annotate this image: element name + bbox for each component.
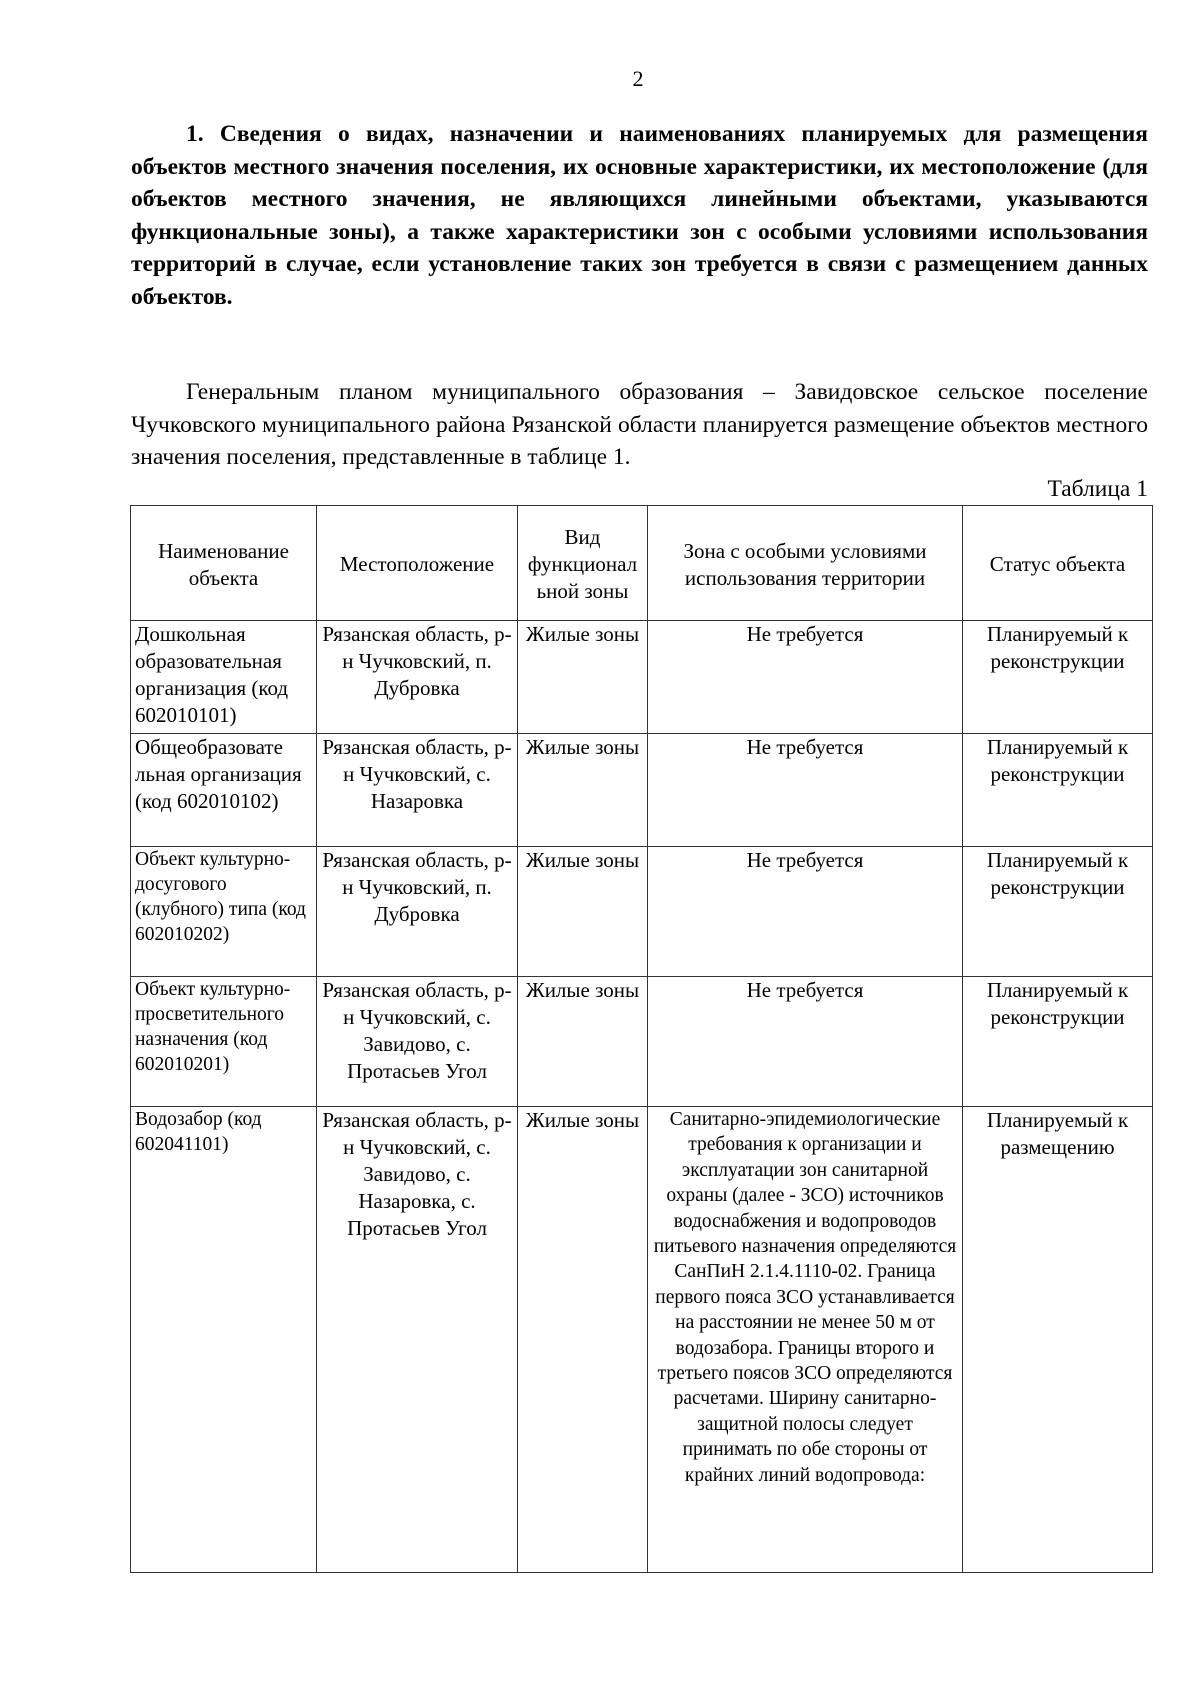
cell-object-name: Объект культурно-просветительного назначения (код 602010201): [131, 977, 317, 1107]
table-row: [131, 977, 1153, 1107]
table-row: [131, 847, 1153, 977]
table-row: [131, 621, 1153, 734]
cell-special-zone: Не требуется: [648, 977, 963, 1107]
cell-special-zone: Санитарно-эпидемиологические требования к организации и эксплуатации зон санитарной охраны (далее - ЗСО) источников водоснабжения и водопроводов питьевого назначения определяются СанПиН 2.1.4.1110-02. Граница первого пояса ЗСО устанавливается на расстоянии не менее 50 м от водозабора. Границы второго и третьего поясов ЗСО определяются расчетами. Ширину санитарно-защитной полосы следует принимать по обе стороны от крайних линий водопровода:: [648, 1107, 963, 1573]
header-functional-zone: Вид функционал ьной зоны: [518, 506, 648, 621]
cell-functional-zone: Жилые зоны: [518, 977, 648, 1107]
objects-table: [130, 505, 1153, 1573]
cell-object-name: Дошкольная образовательная организация (код 602010101): [131, 621, 317, 734]
cell-location: Рязанская область, р-н Чучковский, п. Дубровка: [317, 847, 518, 977]
table-caption: Таблица 1: [1047, 476, 1148, 502]
cell-functional-zone: Жилые зоны: [518, 734, 648, 847]
cell-location: Рязанская область, р-н Чучковский, с. Назаровка: [317, 734, 518, 847]
cell-location: Рязанская область, р-н Чучковский, п. Дубровка: [317, 621, 518, 734]
table-row: [131, 734, 1153, 847]
cell-status: Планируемый к размещению: [963, 1107, 1153, 1573]
cell-object-name: Объект культурно-досугового (клубного) типа (код 602010202): [131, 847, 317, 977]
cell-status: Планируемый к реконструкции: [963, 734, 1153, 847]
header-location: Местоположение: [317, 506, 518, 621]
cell-functional-zone: Жилые зоны: [518, 847, 648, 977]
table-header-row: [131, 506, 1153, 621]
header-special-zone: Зона с особыми условиями использования территории: [648, 506, 963, 621]
intro-paragraph: Генеральным планом муниципального образования – Завидовское сельское поселение Чучковского муниципального района Рязанской области планируется размещение объектов местного значения поселения, представленные в таблице 1.: [131, 379, 1148, 470]
cell-object-name: Общеобразовате льная организация (код 602010102): [131, 734, 317, 847]
cell-functional-zone: Жилые зоны: [518, 621, 648, 734]
cell-functional-zone: Жилые зоны: [518, 1107, 648, 1573]
cell-status: Планируемый к реконструкции: [963, 847, 1153, 977]
cell-status: Планируемый к реконструкции: [963, 977, 1153, 1107]
cell-status: Планируемый к реконструкции: [963, 621, 1153, 734]
cell-special-zone: Не требуется: [648, 621, 963, 734]
header-status: Статус объекта: [963, 506, 1153, 621]
cell-object-name: Водозабор (код 602041101): [131, 1107, 317, 1573]
cell-special-zone: Не требуется: [648, 734, 963, 847]
header-object-name: Наименование объекта: [131, 506, 317, 621]
section-heading: 1. Сведения о видах, назначении и наименованиях планируемых для размещения объектов местного значения поселения, их основные характеристики, их местоположение (для объектов местного значения, не являющихся линейными объектами, указываются функциональные зоны), а также характеристики зон с особыми условиями использования территорий в случае, если установление таких зон требуется в связи с размещением данных объектов.: [131, 121, 1148, 310]
cell-location: Рязанская область, р-н Чучковский, с. Завидово, с. Назаровка, с. Протасьев Угол: [317, 1107, 518, 1573]
page-number: 2: [632, 66, 644, 91]
table-row: [131, 1107, 1153, 1573]
cell-special-zone: Не требуется: [648, 847, 963, 977]
cell-location: Рязанская область, р-н Чучковский, с. Завидово, с. Протасьев Угол: [317, 977, 518, 1107]
